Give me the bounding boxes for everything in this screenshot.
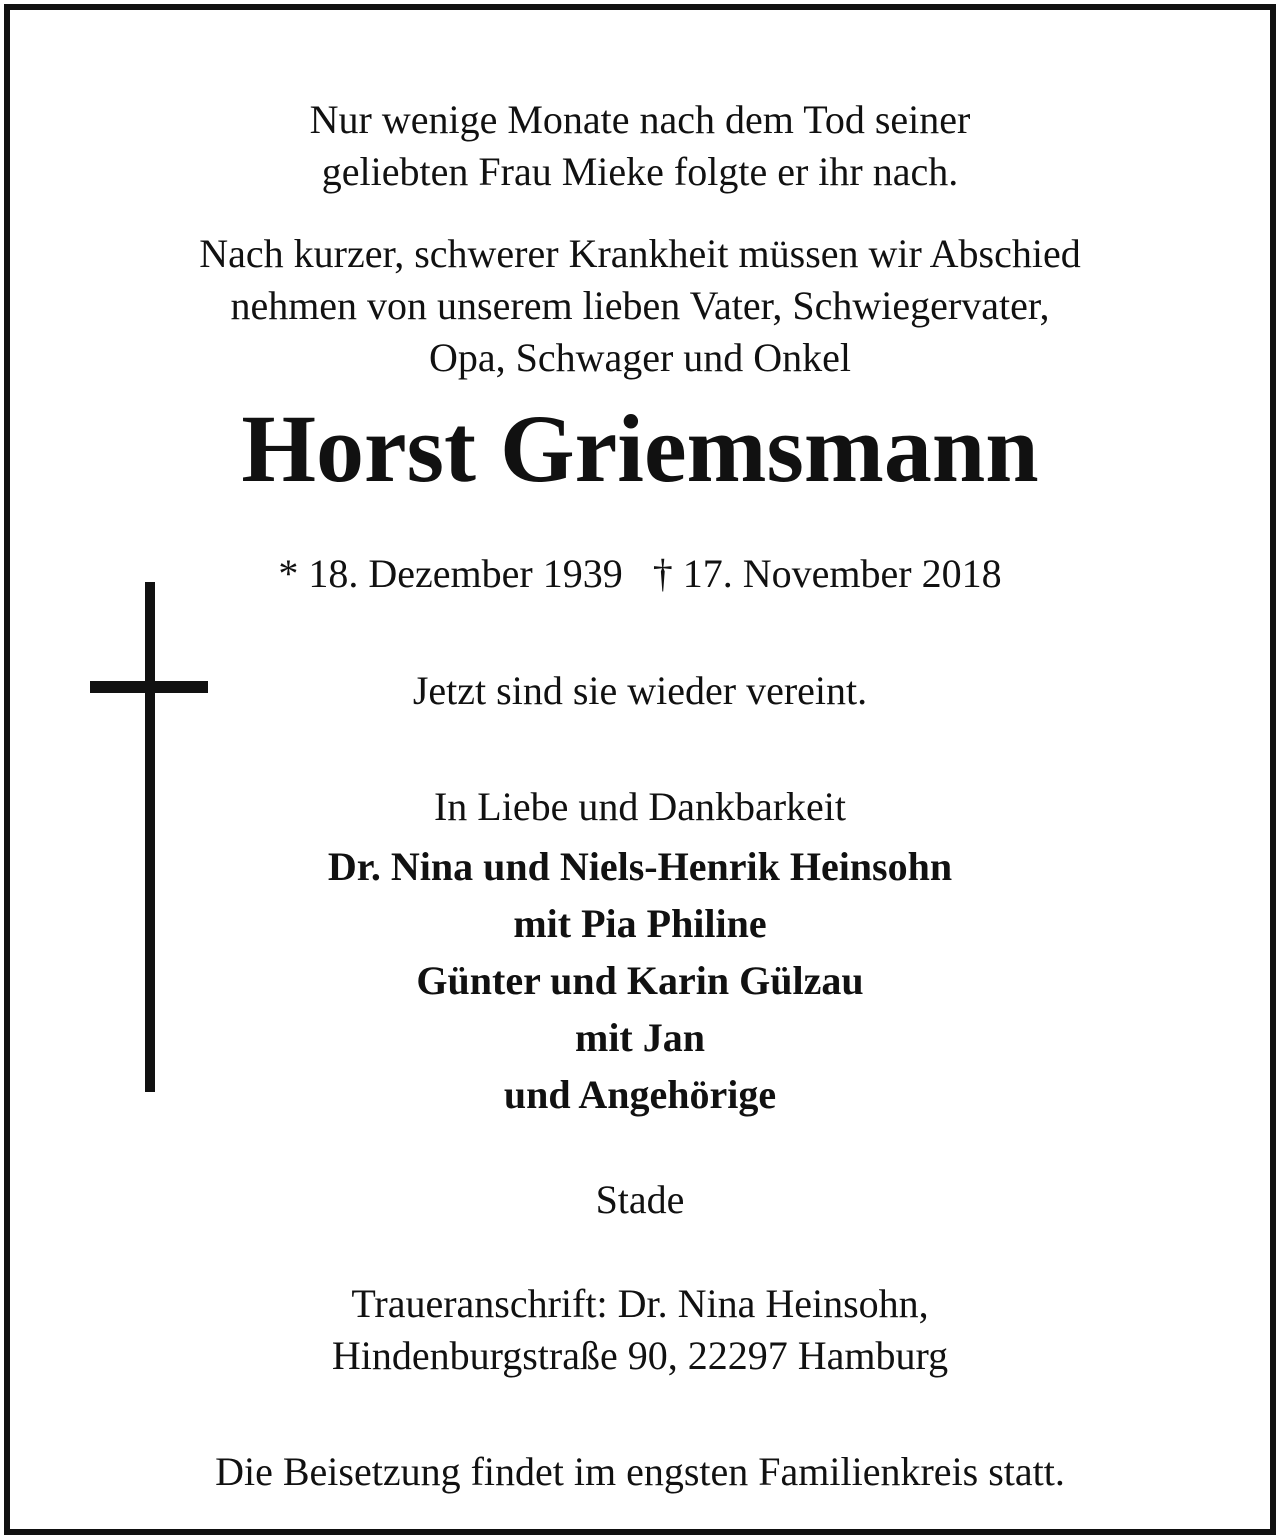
announcement-line-2: nehmen von unserem lieben Vater, Schwiegervater, bbox=[230, 283, 1050, 328]
mourner-line: mit Pia Philine bbox=[513, 901, 767, 946]
mourner-line: mit Jan bbox=[575, 1015, 705, 1060]
obituary-frame bbox=[4, 4, 1276, 1535]
address-line-1: Traueranschrift: Dr. Nina Heinsohn, bbox=[351, 1281, 929, 1326]
announcement-line-3: Opa, Schwager und Onkel bbox=[428, 335, 852, 380]
life-dates: * 18. Dezember 1939 † 17. November 2018 bbox=[278, 551, 1002, 596]
reunited-text: Jetzt sind sie wieder vereint. bbox=[412, 668, 868, 713]
announcement-line-1: Nach kurzer, schwerer Krankheit müssen wir Abschied bbox=[199, 231, 1081, 276]
mourner-line: Dr. Nina und Niels-Henrik Heinsohn bbox=[327, 844, 953, 889]
place-text: Stade bbox=[595, 1177, 685, 1222]
closing-text: In Liebe und Dankbarkeit bbox=[433, 784, 847, 829]
deceased-name: Horst Griemsmann bbox=[241, 395, 1039, 502]
intro-line-2: geliebten Frau Mieke folgte er ihr nach. bbox=[321, 149, 959, 194]
intro-line-1: Nur wenige Monate nach dem Tod seiner bbox=[309, 97, 971, 142]
address-line-2: Hindenburgstraße 90, 22297 Hamburg bbox=[331, 1333, 949, 1378]
funeral-note: Die Beisetzung findet im engsten Familienkreis statt. bbox=[215, 1449, 1065, 1494]
mourner-line: Günter und Karin Gülzau bbox=[416, 958, 864, 1003]
mourner-line: und Angehörige bbox=[503, 1072, 777, 1117]
